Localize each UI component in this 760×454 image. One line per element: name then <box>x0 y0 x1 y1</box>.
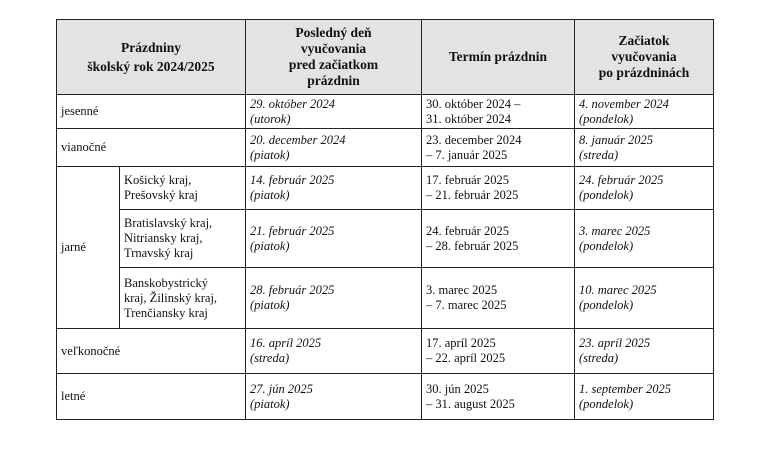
table-row <box>57 210 714 268</box>
start-cell: 4. november 2024 (pondelok) <box>575 95 714 129</box>
region-cell: Košický kraj, Prešovský kraj <box>120 167 246 210</box>
holiday-name: veľkonočné <box>57 329 246 374</box>
header-term: Termín prázdnin <box>422 20 575 95</box>
table-row <box>57 268 714 329</box>
start-cell: 8. január 2025 (streda) <box>575 129 714 167</box>
term-cell: 30. jún 2025 – 31. august 2025 <box>422 374 575 420</box>
term-cell: 23. december 2024 – 7. január 2025 <box>422 129 575 167</box>
last-day-cell: 14. február 2025 (piatok) <box>246 167 422 210</box>
last-day-cell: 29. október 2024 (utorok) <box>246 95 422 129</box>
term-cell: 30. október 2024 – 31. október 2024 <box>422 95 575 129</box>
table-row <box>57 374 714 420</box>
start-cell: 1. september 2025 (pondelok) <box>575 374 714 420</box>
last-day-cell: 28. február 2025 (piatok) <box>246 268 422 329</box>
term-cell: 17. február 2025 – 21. február 2025 <box>422 167 575 210</box>
start-cell: 23. apríl 2025 (streda) <box>575 329 714 374</box>
table-header-row <box>57 20 714 95</box>
term-cell: 17. apríl 2025 – 22. apríl 2025 <box>422 329 575 374</box>
table-row <box>57 167 714 210</box>
last-day-cell: 20. december 2024 (piatok) <box>246 129 422 167</box>
holiday-name: jesenné <box>57 95 246 129</box>
header-last-day: Posledný deň vyučovania pred začiatkom prázdnin <box>246 20 422 95</box>
term-cell: 24. február 2025 – 28. február 2025 <box>422 210 575 268</box>
holiday-name: jarné <box>57 167 120 329</box>
region-cell: Bratislavský kraj, Nitriansky kraj, Trnavský kraj <box>120 210 246 268</box>
start-cell: 10. marec 2025 (pondelok) <box>575 268 714 329</box>
holiday-name: letné <box>57 374 246 420</box>
start-cell: 24. február 2025 (pondelok) <box>575 167 714 210</box>
holiday-name: vianočné <box>57 129 246 167</box>
term-cell: 3. marec 2025 – 7. marec 2025 <box>422 268 575 329</box>
header-holidays: Prázdniny školský rok 2024/2025 <box>57 20 246 95</box>
header-start: Začiatok vyučovania po prázdninách <box>575 20 714 95</box>
last-day-cell: 21. február 2025 (piatok) <box>246 210 422 268</box>
last-day-cell: 16. apríl 2025 (streda) <box>246 329 422 374</box>
start-cell: 3. marec 2025 (pondelok) <box>575 210 714 268</box>
table-row <box>57 329 714 374</box>
region-cell: Banskobystrický kraj, Žilinský kraj, Trenčiansky kraj <box>120 268 246 329</box>
last-day-cell: 27. jún 2025 (piatok) <box>246 374 422 420</box>
table-row <box>57 129 714 167</box>
holiday-schedule-table <box>56 19 714 420</box>
table-row <box>57 95 714 129</box>
